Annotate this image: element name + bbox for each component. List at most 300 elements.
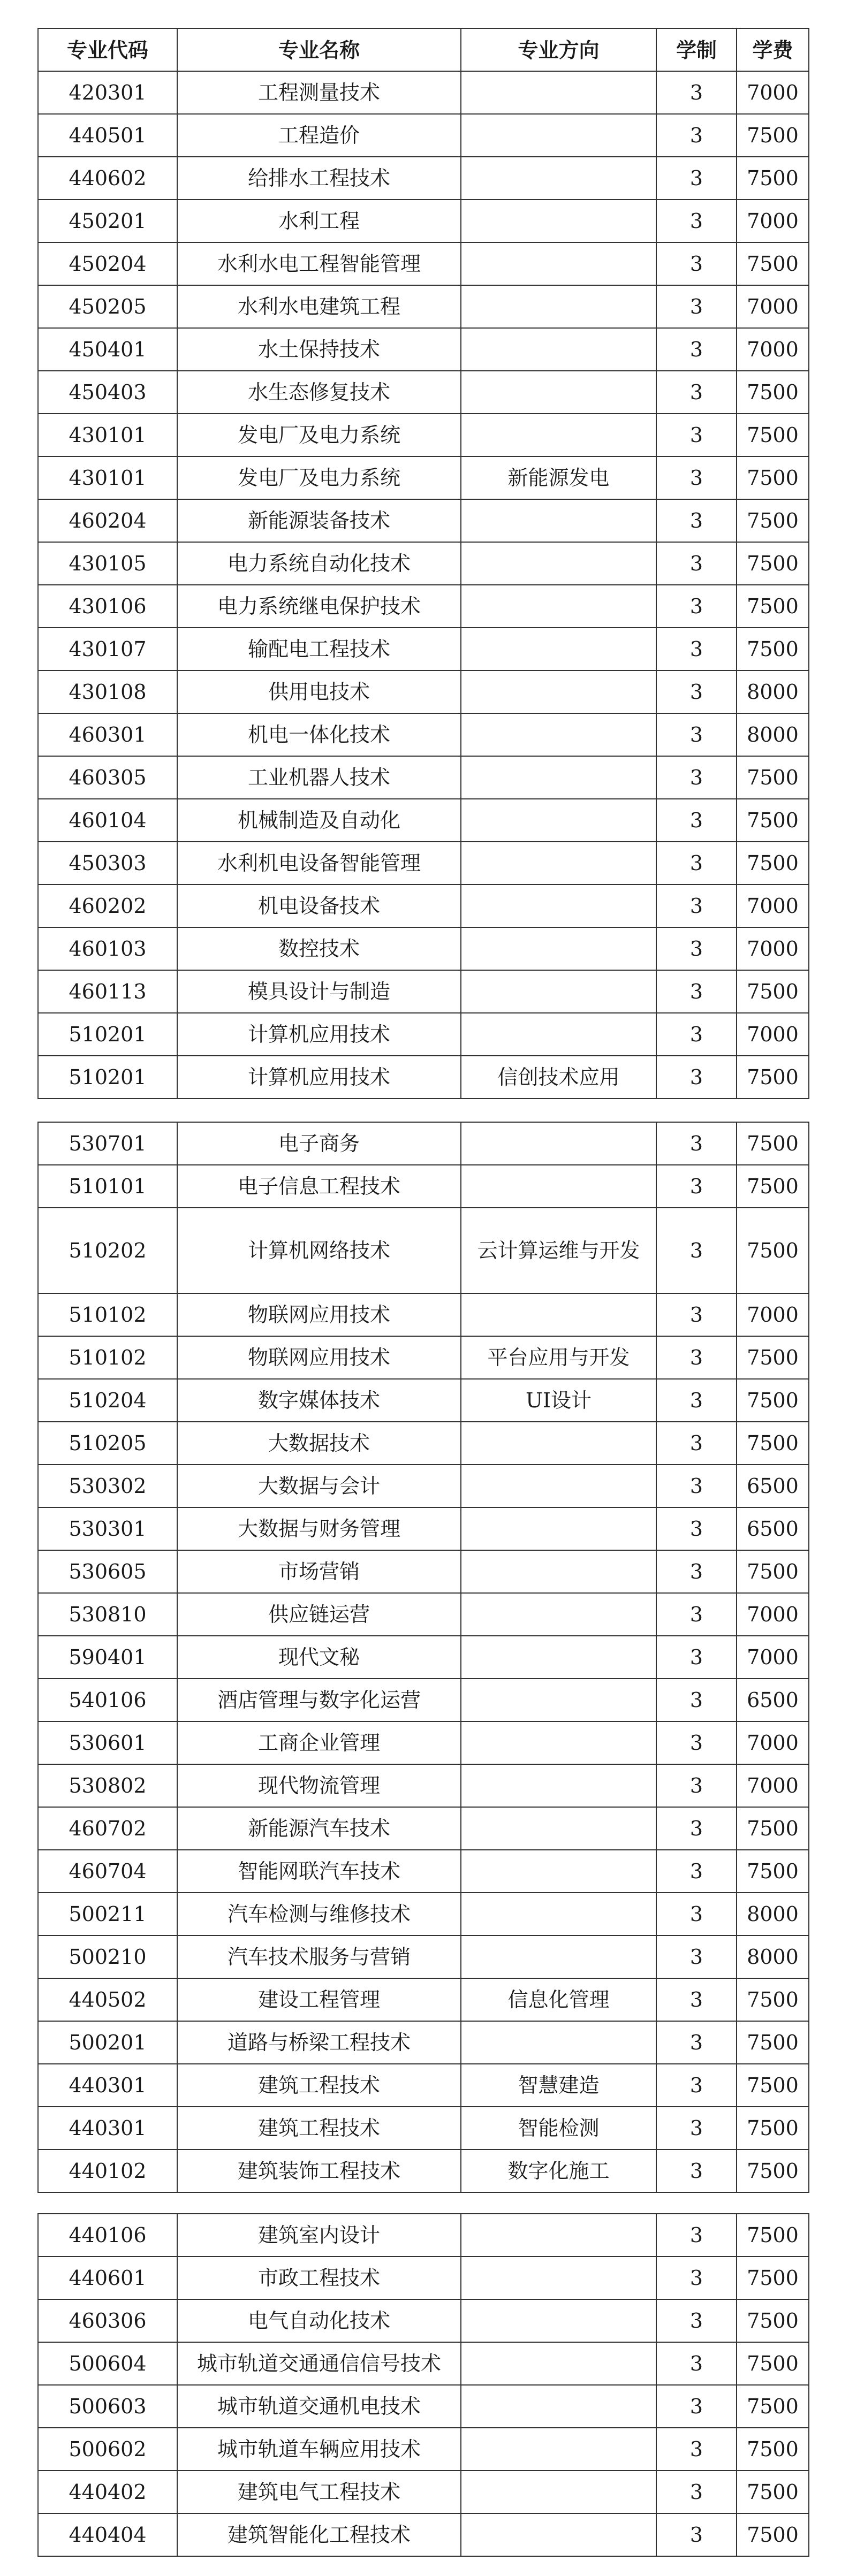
cell-code: 440404 [38, 2513, 177, 2556]
cell-years: 3 [656, 1336, 737, 1379]
cell-name: 机电一体化技术 [177, 713, 461, 756]
cell-years: 3 [656, 970, 737, 1013]
cell-code: 450303 [38, 842, 177, 885]
table-row [38, 628, 809, 670]
cell-fee: 7000 [737, 927, 809, 970]
table-row [38, 328, 809, 371]
cell-years: 3 [656, 1013, 737, 1056]
table-row [38, 1465, 809, 1507]
cell-code: 420301 [38, 71, 177, 114]
cell-fee: 7500 [737, 1165, 809, 1208]
cell-code: 460104 [38, 799, 177, 842]
cell-years: 3 [656, 456, 737, 499]
cell-years: 3 [656, 157, 737, 200]
cell-fee: 7500 [737, 2428, 809, 2471]
cell-years: 3 [656, 1978, 737, 2021]
cell-fee: 7500 [737, 970, 809, 1013]
cell-direction [461, 1807, 656, 1850]
cell-direction [461, 2257, 656, 2299]
table-row [38, 2257, 809, 2299]
cell-direction [461, 2385, 656, 2428]
table-row [38, 1593, 809, 1636]
cell-name: 智能网联汽车技术 [177, 1850, 461, 1893]
cell-fee: 7000 [737, 1636, 809, 1679]
cell-years: 3 [656, 2471, 737, 2513]
cell-years: 3 [656, 1850, 737, 1893]
cell-direction [461, 499, 656, 542]
cell-direction [461, 285, 656, 328]
cell-code: 460306 [38, 2299, 177, 2342]
cell-years: 3 [656, 1721, 737, 1764]
cell-direction [461, 2342, 656, 2385]
table-header-row [38, 28, 809, 71]
cell-years: 3 [656, 499, 737, 542]
cell-name: 供用电技术 [177, 670, 461, 713]
cell-years: 3 [656, 2021, 737, 2064]
cell-name: 汽车检测与维修技术 [177, 1893, 461, 1935]
cell-years: 3 [656, 1636, 737, 1679]
cell-years: 3 [656, 670, 737, 713]
table-row [38, 542, 809, 585]
cell-years: 3 [656, 1550, 737, 1593]
cell-name: 城市轨道车辆应用技术 [177, 2428, 461, 2471]
cell-name: 水利机电设备智能管理 [177, 842, 461, 885]
cell-name: 输配电工程技术 [177, 628, 461, 670]
cell-direction [461, 2428, 656, 2471]
cell-name: 电子商务 [177, 1122, 461, 1165]
cell-name: 水利水电工程智能管理 [177, 242, 461, 285]
cell-name: 大数据与会计 [177, 1465, 461, 1507]
cell-direction [461, 1550, 656, 1593]
cell-name: 建筑装饰工程技术 [177, 2150, 461, 2192]
cell-name: 城市轨道交通通信信号技术 [177, 2342, 461, 2385]
cell-fee: 7500 [737, 799, 809, 842]
cell-name: 大数据与财务管理 [177, 1507, 461, 1550]
cell-direction [461, 1764, 656, 1807]
cell-years: 3 [656, 585, 737, 628]
cell-code: 460204 [38, 499, 177, 542]
table-row [38, 2385, 809, 2428]
table-row [38, 2513, 809, 2556]
table-row [38, 1379, 809, 1422]
cell-fee: 7500 [737, 499, 809, 542]
cell-direction [461, 157, 656, 200]
cell-years: 3 [656, 2107, 737, 2150]
table-row [38, 2214, 809, 2257]
cell-code: 510101 [38, 1165, 177, 1208]
cell-code: 450205 [38, 285, 177, 328]
cell-direction [461, 1293, 656, 1336]
cell-name: 工程造价 [177, 114, 461, 157]
cell-years: 3 [656, 1465, 737, 1507]
cell-fee: 7500 [737, 2385, 809, 2428]
cell-direction [461, 371, 656, 414]
cell-code: 430107 [38, 628, 177, 670]
table-row [38, 414, 809, 456]
table-row [38, 670, 809, 713]
table-row [38, 1013, 809, 1056]
cell-years: 3 [656, 1208, 737, 1293]
cell-code: 530802 [38, 1764, 177, 1807]
cell-fee: 7500 [737, 2021, 809, 2064]
cell-name: 工业机器人技术 [177, 756, 461, 799]
cell-name: 汽车技术服务与营销 [177, 1935, 461, 1978]
cell-direction [461, 200, 656, 242]
cell-years: 3 [656, 1507, 737, 1550]
table-row [38, 1507, 809, 1550]
cell-years: 3 [656, 328, 737, 371]
table-row [38, 927, 809, 970]
cell-fee: 7500 [737, 628, 809, 670]
cell-name: 现代物流管理 [177, 1764, 461, 1807]
cell-code: 530701 [38, 1122, 177, 1165]
table-row [38, 1721, 809, 1764]
header-fee: 学费 [737, 28, 809, 71]
cell-name: 现代文秘 [177, 1636, 461, 1679]
table-row [38, 2428, 809, 2471]
cell-years: 3 [656, 1935, 737, 1978]
major-table-part-2 [37, 1122, 809, 2193]
cell-code: 510205 [38, 1422, 177, 1465]
cell-years: 3 [656, 542, 737, 585]
cell-name: 水生态修复技术 [177, 371, 461, 414]
cell-years: 3 [656, 371, 737, 414]
cell-code: 440601 [38, 2257, 177, 2299]
cell-code: 510102 [38, 1293, 177, 1336]
cell-years: 3 [656, 2257, 737, 2299]
table-row [38, 285, 809, 328]
cell-code: 440301 [38, 2064, 177, 2107]
cell-name: 机电设备技术 [177, 885, 461, 927]
cell-code: 500603 [38, 2385, 177, 2428]
table-row [38, 1122, 809, 1165]
cell-direction [461, 1165, 656, 1208]
cell-direction [461, 1893, 656, 1935]
cell-fee: 7000 [737, 71, 809, 114]
cell-code: 450401 [38, 328, 177, 371]
cell-code: 500604 [38, 2342, 177, 2385]
cell-name: 新能源汽车技术 [177, 1807, 461, 1850]
cell-name: 水利水电建筑工程 [177, 285, 461, 328]
cell-name: 计算机网络技术 [177, 1208, 461, 1293]
cell-name: 建设工程管理 [177, 1978, 461, 2021]
major-table-part-3 [37, 2213, 809, 2557]
table-row [38, 1679, 809, 1721]
table-row [38, 885, 809, 927]
cell-code: 530605 [38, 1550, 177, 1593]
cell-years: 3 [656, 285, 737, 328]
table-row [38, 114, 809, 157]
cell-code: 450403 [38, 371, 177, 414]
cell-direction [461, 2021, 656, 2064]
cell-fee: 7500 [737, 1056, 809, 1099]
table-row [38, 585, 809, 628]
cell-direction [461, 1935, 656, 1978]
cell-code: 530301 [38, 1507, 177, 1550]
cell-name: 模具设计与制造 [177, 970, 461, 1013]
cell-direction [461, 1721, 656, 1764]
cell-years: 3 [656, 2299, 737, 2342]
cell-name: 建筑电气工程技术 [177, 2471, 461, 2513]
cell-name: 计算机应用技术 [177, 1056, 461, 1099]
cell-direction [461, 1850, 656, 1893]
cell-direction [461, 970, 656, 1013]
cell-years: 3 [656, 1679, 737, 1721]
cell-name: 供应链运营 [177, 1593, 461, 1636]
cell-name: 数字媒体技术 [177, 1379, 461, 1422]
table-row [38, 2021, 809, 2064]
cell-years: 3 [656, 628, 737, 670]
cell-direction [461, 1636, 656, 1679]
cell-years: 3 [656, 1293, 737, 1336]
cell-direction [461, 2214, 656, 2257]
cell-code: 460103 [38, 927, 177, 970]
header-name: 专业名称 [177, 28, 461, 71]
table-row [38, 2150, 809, 2192]
cell-years: 3 [656, 1807, 737, 1850]
table-row [38, 713, 809, 756]
cell-fee: 7000 [737, 328, 809, 371]
cell-direction [461, 71, 656, 114]
cell-direction [461, 1013, 656, 1056]
table-row [38, 2471, 809, 2513]
cell-name: 电子信息工程技术 [177, 1165, 461, 1208]
cell-fee: 7500 [737, 157, 809, 200]
cell-fee: 7500 [737, 585, 809, 628]
cell-name: 建筑智能化工程技术 [177, 2513, 461, 2556]
cell-fee: 7500 [737, 2342, 809, 2385]
cell-name: 电气自动化技术 [177, 2299, 461, 2342]
cell-fee: 8000 [737, 713, 809, 756]
table-row [38, 200, 809, 242]
cell-code: 500201 [38, 2021, 177, 2064]
cell-years: 3 [656, 1893, 737, 1935]
cell-direction [461, 2299, 656, 2342]
cell-direction: 智能检测 [461, 2107, 656, 2150]
cell-code: 430101 [38, 414, 177, 456]
cell-years: 3 [656, 200, 737, 242]
table-row [38, 2107, 809, 2150]
cell-name: 城市轨道交通机电技术 [177, 2385, 461, 2428]
header-direction: 专业方向 [461, 28, 656, 71]
cell-direction [461, 1593, 656, 1636]
cell-name: 市场营销 [177, 1550, 461, 1593]
cell-fee: 7500 [737, 2299, 809, 2342]
table-row [38, 1764, 809, 1807]
cell-years: 3 [656, 1165, 737, 1208]
cell-code: 440301 [38, 2107, 177, 2150]
cell-years: 3 [656, 2064, 737, 2107]
table-row [38, 842, 809, 885]
cell-years: 3 [656, 756, 737, 799]
cell-direction [461, 628, 656, 670]
cell-name: 给排水工程技术 [177, 157, 461, 200]
cell-name: 建筑工程技术 [177, 2064, 461, 2107]
cell-code: 460704 [38, 1850, 177, 1893]
cell-years: 3 [656, 799, 737, 842]
cell-code: 430105 [38, 542, 177, 585]
cell-direction [461, 1465, 656, 1507]
cell-fee: 7500 [737, 1422, 809, 1465]
cell-fee: 7500 [737, 371, 809, 414]
cell-direction [461, 842, 656, 885]
table-row [38, 2064, 809, 2107]
cell-name: 市政工程技术 [177, 2257, 461, 2299]
cell-name: 数控技术 [177, 927, 461, 970]
cell-fee: 7500 [737, 2513, 809, 2556]
cell-years: 3 [656, 1056, 737, 1099]
cell-years: 3 [656, 885, 737, 927]
cell-fee: 7500 [737, 1208, 809, 1293]
cell-code: 450201 [38, 200, 177, 242]
cell-years: 3 [656, 1422, 737, 1465]
table-row [38, 1336, 809, 1379]
cell-name: 机械制造及自动化 [177, 799, 461, 842]
cell-code: 440502 [38, 1978, 177, 2021]
table-row [38, 1165, 809, 1208]
cell-years: 3 [656, 414, 737, 456]
cell-code: 450204 [38, 242, 177, 285]
table-row [38, 756, 809, 799]
cell-years: 3 [656, 2342, 737, 2385]
cell-code: 460305 [38, 756, 177, 799]
table-row [38, 2342, 809, 2385]
cell-name: 水利工程 [177, 200, 461, 242]
cell-code: 440602 [38, 157, 177, 200]
cell-fee: 7500 [737, 1379, 809, 1422]
table-row [38, 1293, 809, 1336]
cell-direction [461, 328, 656, 371]
cell-direction [461, 1122, 656, 1165]
cell-direction [461, 670, 656, 713]
cell-fee: 6500 [737, 1679, 809, 1721]
cell-direction [461, 713, 656, 756]
cell-years: 3 [656, 1764, 737, 1807]
cell-direction [461, 114, 656, 157]
table-row [38, 1422, 809, 1465]
table-row [38, 242, 809, 285]
cell-code: 510102 [38, 1336, 177, 1379]
table-row [38, 1636, 809, 1679]
cell-code: 530302 [38, 1465, 177, 1507]
cell-code: 430106 [38, 585, 177, 628]
cell-direction [461, 799, 656, 842]
table-row [38, 71, 809, 114]
table-row [38, 1807, 809, 1850]
cell-fee: 7500 [737, 1850, 809, 1893]
table-row [38, 2299, 809, 2342]
cell-code: 500602 [38, 2428, 177, 2471]
cell-name: 电力系统自动化技术 [177, 542, 461, 585]
cell-years: 3 [656, 713, 737, 756]
table-row [38, 1978, 809, 2021]
cell-code: 440402 [38, 2471, 177, 2513]
cell-years: 3 [656, 842, 737, 885]
cell-years: 3 [656, 2150, 737, 2192]
cell-code: 590401 [38, 1636, 177, 1679]
cell-fee: 7500 [737, 2064, 809, 2107]
cell-direction: 平台应用与开发 [461, 1336, 656, 1379]
table-row [38, 499, 809, 542]
table-row [38, 970, 809, 1013]
cell-direction: 信息化管理 [461, 1978, 656, 2021]
cell-code: 460301 [38, 713, 177, 756]
cell-years: 3 [656, 1122, 737, 1165]
cell-fee: 7500 [737, 2107, 809, 2150]
cell-fee: 7500 [737, 1807, 809, 1850]
cell-years: 3 [656, 1593, 737, 1636]
cell-code: 510204 [38, 1379, 177, 1422]
cell-name: 建筑室内设计 [177, 2214, 461, 2257]
cell-direction: 新能源发电 [461, 456, 656, 499]
table-row [38, 799, 809, 842]
cell-name: 工商企业管理 [177, 1721, 461, 1764]
cell-direction [461, 542, 656, 585]
cell-fee: 7500 [737, 242, 809, 285]
table-row [38, 1850, 809, 1893]
cell-fee: 7500 [737, 842, 809, 885]
cell-direction [461, 2471, 656, 2513]
cell-name: 道路与桥梁工程技术 [177, 2021, 461, 2064]
cell-code: 440106 [38, 2214, 177, 2257]
cell-direction: 智慧建造 [461, 2064, 656, 2107]
cell-direction: 数字化施工 [461, 2150, 656, 2192]
cell-fee: 7500 [737, 456, 809, 499]
cell-code: 430108 [38, 670, 177, 713]
cell-years: 3 [656, 2385, 737, 2428]
cell-years: 3 [656, 1379, 737, 1422]
cell-fee: 8000 [737, 1935, 809, 1978]
cell-direction [461, 756, 656, 799]
cell-fee: 8000 [737, 1893, 809, 1935]
table-row [38, 1208, 809, 1293]
cell-code: 540106 [38, 1679, 177, 1721]
cell-fee: 7500 [737, 756, 809, 799]
cell-fee: 7000 [737, 885, 809, 927]
cell-fee: 7500 [737, 1550, 809, 1593]
cell-code: 530810 [38, 1593, 177, 1636]
cell-fee: 7500 [737, 414, 809, 456]
cell-fee: 7000 [737, 1764, 809, 1807]
table-row [38, 1550, 809, 1593]
cell-years: 3 [656, 242, 737, 285]
cell-name: 建筑工程技术 [177, 2107, 461, 2150]
cell-fee: 7000 [737, 200, 809, 242]
cell-code: 500210 [38, 1935, 177, 1978]
table-row [38, 1056, 809, 1099]
cell-fee: 7500 [737, 2150, 809, 2192]
cell-fee: 7500 [737, 542, 809, 585]
cell-years: 3 [656, 2513, 737, 2556]
cell-name: 计算机应用技术 [177, 1013, 461, 1056]
cell-code: 440102 [38, 2150, 177, 2192]
cell-name: 水土保持技术 [177, 328, 461, 371]
cell-name: 电力系统继电保护技术 [177, 585, 461, 628]
cell-fee: 8000 [737, 670, 809, 713]
header-code: 专业代码 [38, 28, 177, 71]
cell-code: 500211 [38, 1893, 177, 1935]
cell-direction [461, 927, 656, 970]
cell-fee: 7500 [737, 1122, 809, 1165]
cell-fee: 7500 [737, 1978, 809, 2021]
cell-fee: 7000 [737, 1593, 809, 1636]
cell-fee: 7500 [737, 2471, 809, 2513]
cell-fee: 7500 [737, 1336, 809, 1379]
cell-fee: 7000 [737, 1293, 809, 1336]
cell-fee: 6500 [737, 1507, 809, 1550]
cell-direction [461, 1507, 656, 1550]
cell-fee: 7500 [737, 114, 809, 157]
